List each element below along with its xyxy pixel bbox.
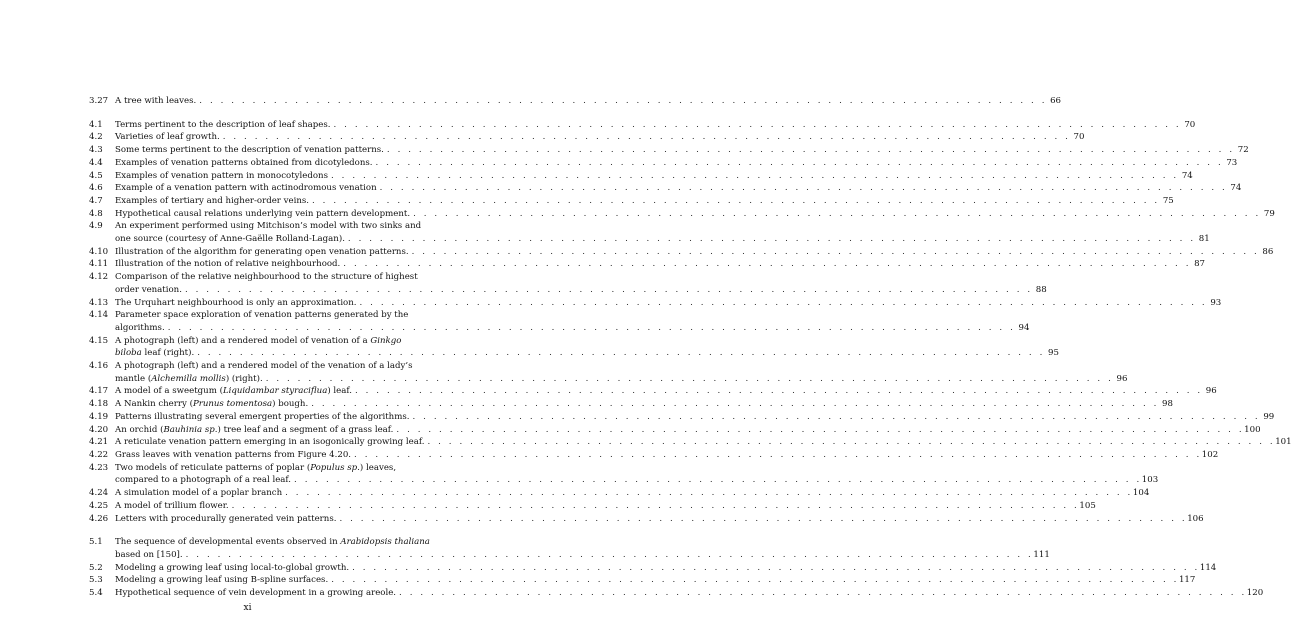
figure-entry[interactable] [89,271,1047,296]
caption-last-line [115,449,1218,462]
figure-caption [115,271,1047,296]
figure-number: 4.1 [89,119,103,130]
figure-entry[interactable] [89,562,1217,575]
dot-leader: . . . . . . . . . . . . . . . . . . . . . . . . . . . . . . . . . . . . . . . . . . . . . . . . . . . . . . . . . . . . . . . . . . . . . . . . . . . . . . . . [354,386,1203,397]
dot-leader: . . . . . . . . . . . . . . . . . . . . . . . . . . . . . . . . . . . . . . . . . . . . . . . . . . . . . . . . . . . . . . . . . . . . . . . . . . . . . . . . [285,488,1133,499]
caption-text-group [115,208,410,221]
dot-leader: . . . . . . . . . . . . . . . . . . . . . . . . . . . . . . . . . . . . . . . . . . . . . . . . . . . . . . . . . . . . . . . . . . . . . . . . . . . . . . . . [411,246,1260,257]
figure-number: 4.12 [89,272,109,283]
caption-last-line [115,157,1237,170]
figure-caption [115,385,1217,398]
caption-text: Illustration of the notion of relative neighbourhood. [115,259,341,270]
dot-leader: . . . . . . . . . . . . . . . . . . . . . . . . . . . . . . . . . . . . . . . . . . . . . . . . . . . . . . . . . . . . . . . . . . . . . . . . . . . . . . . . [331,170,1179,181]
caption-text: Examples of tertiary and higher-order veins. [115,195,310,206]
dot-leader: . . . . . . . . . . . . . . . . . . . . . . . . . . . . . . . . . . . . . . . . . . . . . . . . . . . . . . . . . . . . . . . . . . . . . . . . . . . . . . . . [354,449,1202,460]
caption-italic-text: Bauhinia sp. [163,424,218,435]
figure-entry[interactable] [89,449,1219,462]
figure-entry[interactable] [89,513,1204,526]
page-ref: 111 [1033,549,1050,560]
page-ref: 96 [1205,386,1217,397]
dot-leader: . . . . . . . . . . . . . . . . . . . . . . . . . . . . . . . . . . . . . . . . . . . . . . . . . . . . . . . . . . . . . . . . . . . . . . . . . . . . . . . . [167,322,1016,333]
caption-text: Modeling a growing leaf using B-spline surfaces. [115,575,329,586]
figure-number: 4.24 [89,488,109,499]
figure-number: 3.27 [89,96,109,106]
figure-entry[interactable] [89,170,1193,183]
page-ref: 104 [1132,488,1150,499]
figure-number: 4.25 [89,500,109,511]
figure-caption [115,220,1210,245]
page-ref: 117 [1178,575,1196,586]
caption-last-line [115,297,1221,310]
figure-number: 5.1 [89,537,103,548]
figure-entry[interactable] [89,208,1275,221]
dot-leader: . . . . . . . . . . . . . . . . . . . . . . . . . . . . . . . . . . . . . . . . . . . . . . . . . . . . . . . . . . . . . . . . . . . . . . . . . . . . . . . . [184,284,1033,295]
caption-text: Examples of venation pattern in monocotyledons [115,170,328,181]
figure-caption [115,297,1221,310]
caption-last-line [115,233,1210,246]
caption-text-group [115,144,384,157]
caption-italic-text: Ginkgo [370,335,402,346]
figure-entry[interactable] [89,500,1096,513]
caption-text-group [115,233,345,246]
caption-first-line [115,220,1210,233]
caption-last-line [115,574,1195,587]
caption-last-line [115,208,1275,221]
figure-caption [115,360,1127,385]
caption-italic-text: Liquidambar styraciflua [222,386,328,397]
caption-text-group [115,170,328,183]
dot-leader: . . . . . . . . . . . . . . . . . . . . . . . . . . . . . . . . . . . . . . . . . . . . . . . . . . . . . . . . . . . . . . . . . . . . . . . . . . . . . . . . [399,588,1247,599]
caption-last-line [115,513,1204,526]
page-ref: 73 [1226,157,1238,168]
figure-caption [115,462,1158,487]
dot-leader: . . . . . . . . . . . . . . . . . . . . . . . . . . . . . . . . . . . . . . . . . . . . . . . . . . . . . . . . . . . . . . . . . . . . . . . . . . . . . . . . [352,562,1200,573]
figure-number: 4.3 [89,145,103,156]
figure-caption [115,246,1273,259]
caption-italic-text: Populus sp. [310,462,360,473]
caption-text: leaf (right). [141,348,195,359]
caption-last-line [115,284,1047,297]
caption-text: Comparison of the relative neighbourhood to the structure of highest [115,272,418,283]
figure-number: 4.16 [89,361,109,372]
page-ref: 100 [1244,424,1261,435]
caption-last-line [115,398,1173,411]
group-spacer [89,525,417,536]
figure-number: 4.13 [89,297,109,308]
figure-entry[interactable] [89,157,1238,170]
figure-number: 4.4 [89,157,103,168]
caption-text-group [115,195,309,208]
caption-text: A tree with leaves. [115,96,197,106]
figure-entry[interactable] [89,436,1292,449]
caption-text: Letters with procedurally generated vein patterns. [115,513,337,524]
figure-entry[interactable] [89,297,1222,310]
figure-caption [115,574,1195,587]
caption-last-line [115,474,1158,487]
figure-number: 4.20 [89,424,109,435]
caption-text: Example of a venation pattern with actinodromous venation [115,183,377,194]
caption-text-group [115,347,194,360]
figure-number: 4.9 [89,221,103,232]
caption-first-line [115,360,1127,373]
caption-text-group [115,587,396,600]
caption-text-group [115,258,340,271]
caption-text: Grass leaves with venation patterns from Figure 4.20. [115,449,352,460]
caption-text: A model of a sweetgum ( [115,386,223,397]
caption-last-line [115,487,1149,500]
page-ref: 87 [1194,259,1206,270]
figure-number: 4.11 [89,259,109,270]
page-ref: 94 [1018,322,1030,333]
figure-entry[interactable] [89,258,1206,271]
caption-last-line [115,258,1205,271]
figure-caption [115,131,1084,144]
figure-entry[interactable] [89,411,1275,424]
figure-caption [115,411,1274,424]
figure-number: 4.26 [89,513,109,524]
caption-text: ) tree leaf and a segment of a grass leaf. [217,424,394,435]
figure-number: 4.18 [89,399,109,410]
figure-entry[interactable] [89,144,1249,157]
caption-last-line [115,131,1084,144]
figure-caption [115,144,1249,157]
caption-text: Modeling a growing leaf using local-to-global growth. [115,562,350,573]
figure-caption [115,398,1173,411]
caption-first-line [115,309,1029,322]
dot-leader: . . . . . . . . . . . . . . . . . . . . . . . . . . . . . . . . . . . . . . . . . . . . . . . . . . . . . . . . . . . . . . . . . . . . . . . . . . . . . . . . [231,500,1080,511]
caption-last-line [115,373,1127,386]
figure-caption [115,449,1218,462]
caption-italic-text: biloba [115,348,142,359]
caption-text: Examples of venation patterns obtained from dicotyledons. [115,157,373,168]
figure-number: 5.4 [89,588,103,599]
caption-text: A reticulate venation pattern emerging in an isogonically growing leaf. [115,437,425,448]
figure-caption [115,513,1204,526]
caption-text: An orchid ( [115,424,164,435]
figure-caption [115,258,1205,271]
caption-text-group [115,157,373,170]
dot-leader: . . . . . . . . . . . . . . . . . . . . . . . . . . . . . . . . . . . . . . . . . . . . . . . . . . . . . . . . . . . . . . . . . . . . . . . . . . . . . . . . [396,424,1245,435]
caption-last-line [115,385,1217,398]
dot-leader: . . . . . . . . . . . . . . . . . . . . . . . . . . . . . . . . . . . . . . . . . . . . . . . . . . . . . . . . . . . . . . . . . . . . . . . . . . . . . . . . [386,145,1235,156]
caption-text: ) bough. [272,399,309,410]
caption-text-group [115,95,196,108]
caption-italic-text: Prunus tomentosa [192,399,273,410]
caption-text-group [115,500,229,513]
figure-number: 4.22 [89,449,109,460]
dot-leader: . . . . . . . . . . . . . . . . . . . . . . . . . . . . . . . . . . . . . . . . . . . . . . . . . . . . . . . . . . . . . . . . . . . . . . . . . . . . . . . . [427,437,1276,448]
caption-text-group [115,562,349,575]
caption-text: Hypothetical sequence of vein development in a growing areole. [115,588,397,599]
dot-leader: . . . . . . . . . . . . . . . . . . . . . . . . . . . . . . . . . . . . . . . . . . . . . . . . . . . . . . . . . . . . . . . . . . . . . . . . . . . . . . . . [197,348,1045,359]
figure-number: 4.8 [89,208,103,219]
caption-first-line [115,271,1047,284]
caption-text: Patterns illustrating several emergent properties of the algorithms. [115,411,410,422]
figure-entry[interactable] [89,360,1128,385]
page-ref: 72 [1237,145,1249,156]
dot-leader: . . . . . . . . . . . . . . . . . . . . . . . . . . . . . . . . . . . . . . . . . . . . . . . . . . . . . . . . . . . . . . . . . . . . . . . . . . . . . . . . [343,259,1192,270]
caption-text-group [115,119,331,132]
dot-leader: . . . . . . . . . . . . . . . . . . . . . . . . . . . . . . . . . . . . . . . . . . . . . . . . . . . . . . . . . . . . . . . . . . . . . . . . . . . . . . . . [222,132,1071,143]
caption-first-line [115,335,1059,348]
caption-last-line [115,195,1174,208]
caption-last-line [115,549,1050,562]
figure-entry[interactable] [89,487,1150,500]
figure-number: 4.15 [89,335,109,346]
caption-text-group [115,436,424,449]
dot-leader: . . . . . . . . . . . . . . . . . . . . . . . . . . . . . . . . . . . . . . . . . . . . . . . . . . . . . . . . . . . . . . . . . . . . . . . . . . . . . . . . [199,96,1048,106]
figure-caption [115,562,1216,575]
caption-first-line [115,536,1050,549]
caption-first-line [115,462,1158,475]
page-ref: 74 [1181,170,1193,181]
caption-text: one source (courtesy of Anne-Gaëlle Rolland-Lagan). [115,234,345,245]
figure-entry[interactable] [89,398,1173,411]
figure-number: 4.17 [89,386,109,397]
figure-caption [115,487,1149,500]
caption-last-line [115,95,1061,108]
caption-text-group [115,182,377,195]
figure-caption [115,536,1050,561]
figure-entry[interactable] [89,195,1174,208]
page-ref: 105 [1079,500,1096,511]
page-ref: 88 [1035,284,1047,295]
caption-text-group [115,297,357,310]
dot-leader: . . . . . . . . . . . . . . . . . . . . . . . . . . . . . . . . . . . . . . . . . . . . . . . . . . . . . . . . . . . . . . . . . . . . . . . . . . . . . . . . [379,183,1228,194]
caption-text: ) leaves, [359,462,397,473]
page-ref: 106 [1187,513,1204,524]
page-ref: 95 [1048,348,1059,359]
figure-entry[interactable] [89,119,1196,132]
caption-text-group [115,322,165,335]
caption-text-group [115,411,410,424]
figure-entry[interactable] [89,131,1085,144]
figure-number: 4.6 [89,183,103,194]
caption-text: A simulation model of a poplar branch [115,488,283,499]
figure-entry[interactable] [89,220,1210,245]
figure-number: 4.10 [89,246,109,257]
page-ref: 102 [1201,449,1219,460]
page-ref: 66 [1050,96,1062,106]
caption-last-line [115,411,1274,424]
caption-last-line [115,424,1261,437]
page-ref: 70 [1073,132,1085,143]
caption-text: The Urquhart neighbourhood is only an approximation. [115,297,357,308]
caption-text: mantle ( [115,373,152,384]
caption-text-group [115,474,291,487]
figure-number: 4.21 [89,437,109,448]
dot-leader: . . . . . . . . . . . . . . . . . . . . . . . . . . . . . . . . . . . . . . . . . . . . . . . . . . . . . . . . . . . . . . . . . . . . . . . . . . . . . . . . [347,234,1196,245]
caption-last-line [115,119,1195,132]
caption-text: Some terms pertinent to the description of venation patterns. [115,145,384,156]
caption-last-line [115,587,1263,600]
figure-entry[interactable] [89,385,1217,398]
dot-leader: . . . . . . . . . . . . . . . . . . . . . . . . . . . . . . . . . . . . . . . . . . . . . . . . . . . . . . . . . . . . . . . . . . . . . . . . . . . . . . . . [294,475,1142,486]
figure-caption [115,436,1292,449]
caption-text-group [115,131,220,144]
caption-text: Terms pertinent to the description of leaf shapes. [115,119,331,130]
caption-text: A model of trillium flower. [115,500,229,511]
dot-leader: . . . . . . . . . . . . . . . . . . . . . . . . . . . . . . . . . . . . . . . . . . . . . . . . . . . . . . . . . . . . . . . . . . . . . . . . . . . . . . . . [359,297,1208,308]
figure-number: 4.7 [89,195,103,206]
page-ref: 99 [1263,411,1275,422]
figure-entry[interactable] [89,335,1059,360]
caption-text: ) leaf. [327,386,352,397]
figure-caption [115,500,1096,513]
figure-entry[interactable] [89,424,1261,437]
figure-caption [115,157,1237,170]
dot-leader: . . . . . . . . . . . . . . . . . . . . . . . . . . . . . . . . . . . . . . . . . . . . . . . . . . . . . . . . . . . . . . . . . . . . . . . . . . . . . . . . [339,513,1188,524]
dot-leader: . . . . . . . . . . . . . . . . . . . . . . . . . . . . . . . . . . . . . . . . . . . . . . . . . . . . . . . . . . . . . . . . . . . . . . . . . . . . . . . . [312,195,1160,206]
caption-text: A Nankin cherry ( [115,399,193,410]
page-ref: 70 [1184,119,1196,130]
page-ref: 101 [1275,437,1292,448]
caption-italic-text: Arabidopsis thaliana [340,537,430,548]
dot-leader: . . . . . . . . . . . . . . . . . . . . . . . . . . . . . . . . . . . . . . . . . . . . . . . . . . . . . . . . . . . . . . . . . . . . . . . . . . . . . . . . [413,208,1261,219]
caption-last-line [115,500,1096,513]
figure-number: 4.19 [89,411,109,422]
caption-text-group [115,513,336,526]
caption-text: ) (right). [225,373,263,384]
caption-text: Parameter space exploration of venation patterns generated by the [115,310,409,321]
dot-leader: . . . . . . . . . . . . . . . . . . . . . . . . . . . . . . . . . . . . . . . . . . . . . . . . . . . . . . . . . . . . . . . . . . . . . . . . . . . . . . . . [331,575,1179,586]
dot-leader: . . . . . . . . . . . . . . . . . . . . . . . . . . . . . . . . . . . . . . . . . . . . . . . . . . . . . . . . . . . . . . . . . . . . . . . . . . . . . . . . [311,399,1159,410]
caption-text-group [115,449,351,462]
caption-last-line [115,347,1059,360]
page-ref: 103 [1141,475,1159,486]
figure-number: 4.2 [89,132,103,143]
figure-entry[interactable] [89,246,1274,259]
page-ref: 96 [1116,373,1128,384]
group-spacer [89,108,417,119]
page-ref: 74 [1230,183,1242,194]
list-of-figures [89,95,1292,600]
dot-leader: . . . . . . . . . . . . . . . . . . . . . . . . . . . . . . . . . . . . . . . . . . . . . . . . . . . . . . . . . . . . . . . . . . . . . . . . . . . . . . . . [375,157,1224,168]
page-ref: 75 [1162,195,1174,206]
page-ref: 81 [1198,234,1210,245]
caption-text-group [115,385,352,398]
caption-text: compared to a photograph of a real leaf. [115,475,292,486]
page-ref: 93 [1210,297,1222,308]
caption-text-group [115,373,263,386]
caption-text: Hypothetical causal relations underlying vein pattern development. [115,208,411,219]
figure-entry[interactable] [89,462,1159,487]
figure-caption [115,95,1061,108]
caption-text-group [115,487,282,500]
caption-text: algorithms. [115,322,165,333]
dot-leader: . . . . . . . . . . . . . . . . . . . . . . . . . . . . . . . . . . . . . . . . . . . . . . . . . . . . . . . . . . . . . . . . . . . . . . . . . . . . . . . . [185,549,1034,560]
caption-text-group [115,246,409,259]
figure-caption [115,208,1275,221]
figure-caption [115,170,1193,183]
figure-entry[interactable] [89,574,1196,587]
figure-number: 4.14 [89,310,109,321]
figure-number: 5.2 [89,562,103,573]
caption-text: Illustration of the algorithm for generating open venation patterns. [115,246,409,257]
caption-last-line [115,144,1249,157]
caption-text: Varieties of leaf growth. [115,132,220,143]
caption-text-group [115,549,183,562]
caption-last-line [115,562,1216,575]
figure-caption [115,309,1029,334]
figure-number: 4.5 [89,170,103,181]
caption-text: A photograph (left) and a rendered model of venation of a [115,335,371,346]
figure-entry[interactable] [89,95,1062,108]
figure-caption [115,335,1059,360]
figure-entry[interactable] [89,182,1242,195]
caption-text: An experiment performed using Mitchison’s model with two sinks and [115,221,422,232]
caption-last-line [115,322,1029,335]
caption-last-line [115,170,1193,183]
page-number: xi [243,603,252,613]
caption-text: order venation. [115,284,182,295]
page-ref: 120 [1246,588,1264,599]
caption-last-line [115,436,1292,449]
figure-caption [115,119,1195,132]
figure-number: 4.23 [89,462,109,473]
caption-text: based on [150]. [115,549,183,560]
figure-entry[interactable] [89,309,1030,334]
caption-text-group [115,574,328,587]
caption-text: A photograph (left) and a rendered model of the venation of a lady’s [115,361,413,372]
page-ref: 98 [1162,399,1173,410]
caption-last-line [115,246,1273,259]
page-ref: 79 [1263,208,1275,219]
caption-text: Two models of reticulate patterns of poplar ( [115,462,311,473]
caption-text-group [115,424,393,437]
caption-italic-text: Alchemilla mollis [151,373,226,384]
dot-leader: . . . . . . . . . . . . . . . . . . . . . . . . . . . . . . . . . . . . . . . . . . . . . . . . . . . . . . . . . . . . . . . . . . . . . . . . . . . . . . . . [412,411,1261,422]
caption-text-group [115,284,182,297]
dot-leader: . . . . . . . . . . . . . . . . . . . . . . . . . . . . . . . . . . . . . . . . . . . . . . . . . . . . . . . . . . . . . . . . . . . . . . . . . . . . . . . . [265,373,1114,384]
caption-last-line [115,182,1241,195]
page-ref: 114 [1199,562,1217,573]
figure-caption [115,424,1261,437]
dot-leader: . . . . . . . . . . . . . . . . . . . . . . . . . . . . . . . . . . . . . . . . . . . . . . . . . . . . . . . . . . . . . . . . . . . . . . . . . . . . . . . . [333,119,1182,130]
figure-caption [115,587,1263,600]
figure-caption [115,182,1241,195]
figure-number: 5.3 [89,575,103,586]
figure-entry[interactable] [89,587,1264,600]
figure-entry[interactable] [89,536,1050,561]
caption-text-group [115,398,308,411]
page-ref: 86 [1262,246,1274,257]
figure-caption [115,195,1174,208]
caption-text: The sequence of developmental events observed in [115,537,341,548]
